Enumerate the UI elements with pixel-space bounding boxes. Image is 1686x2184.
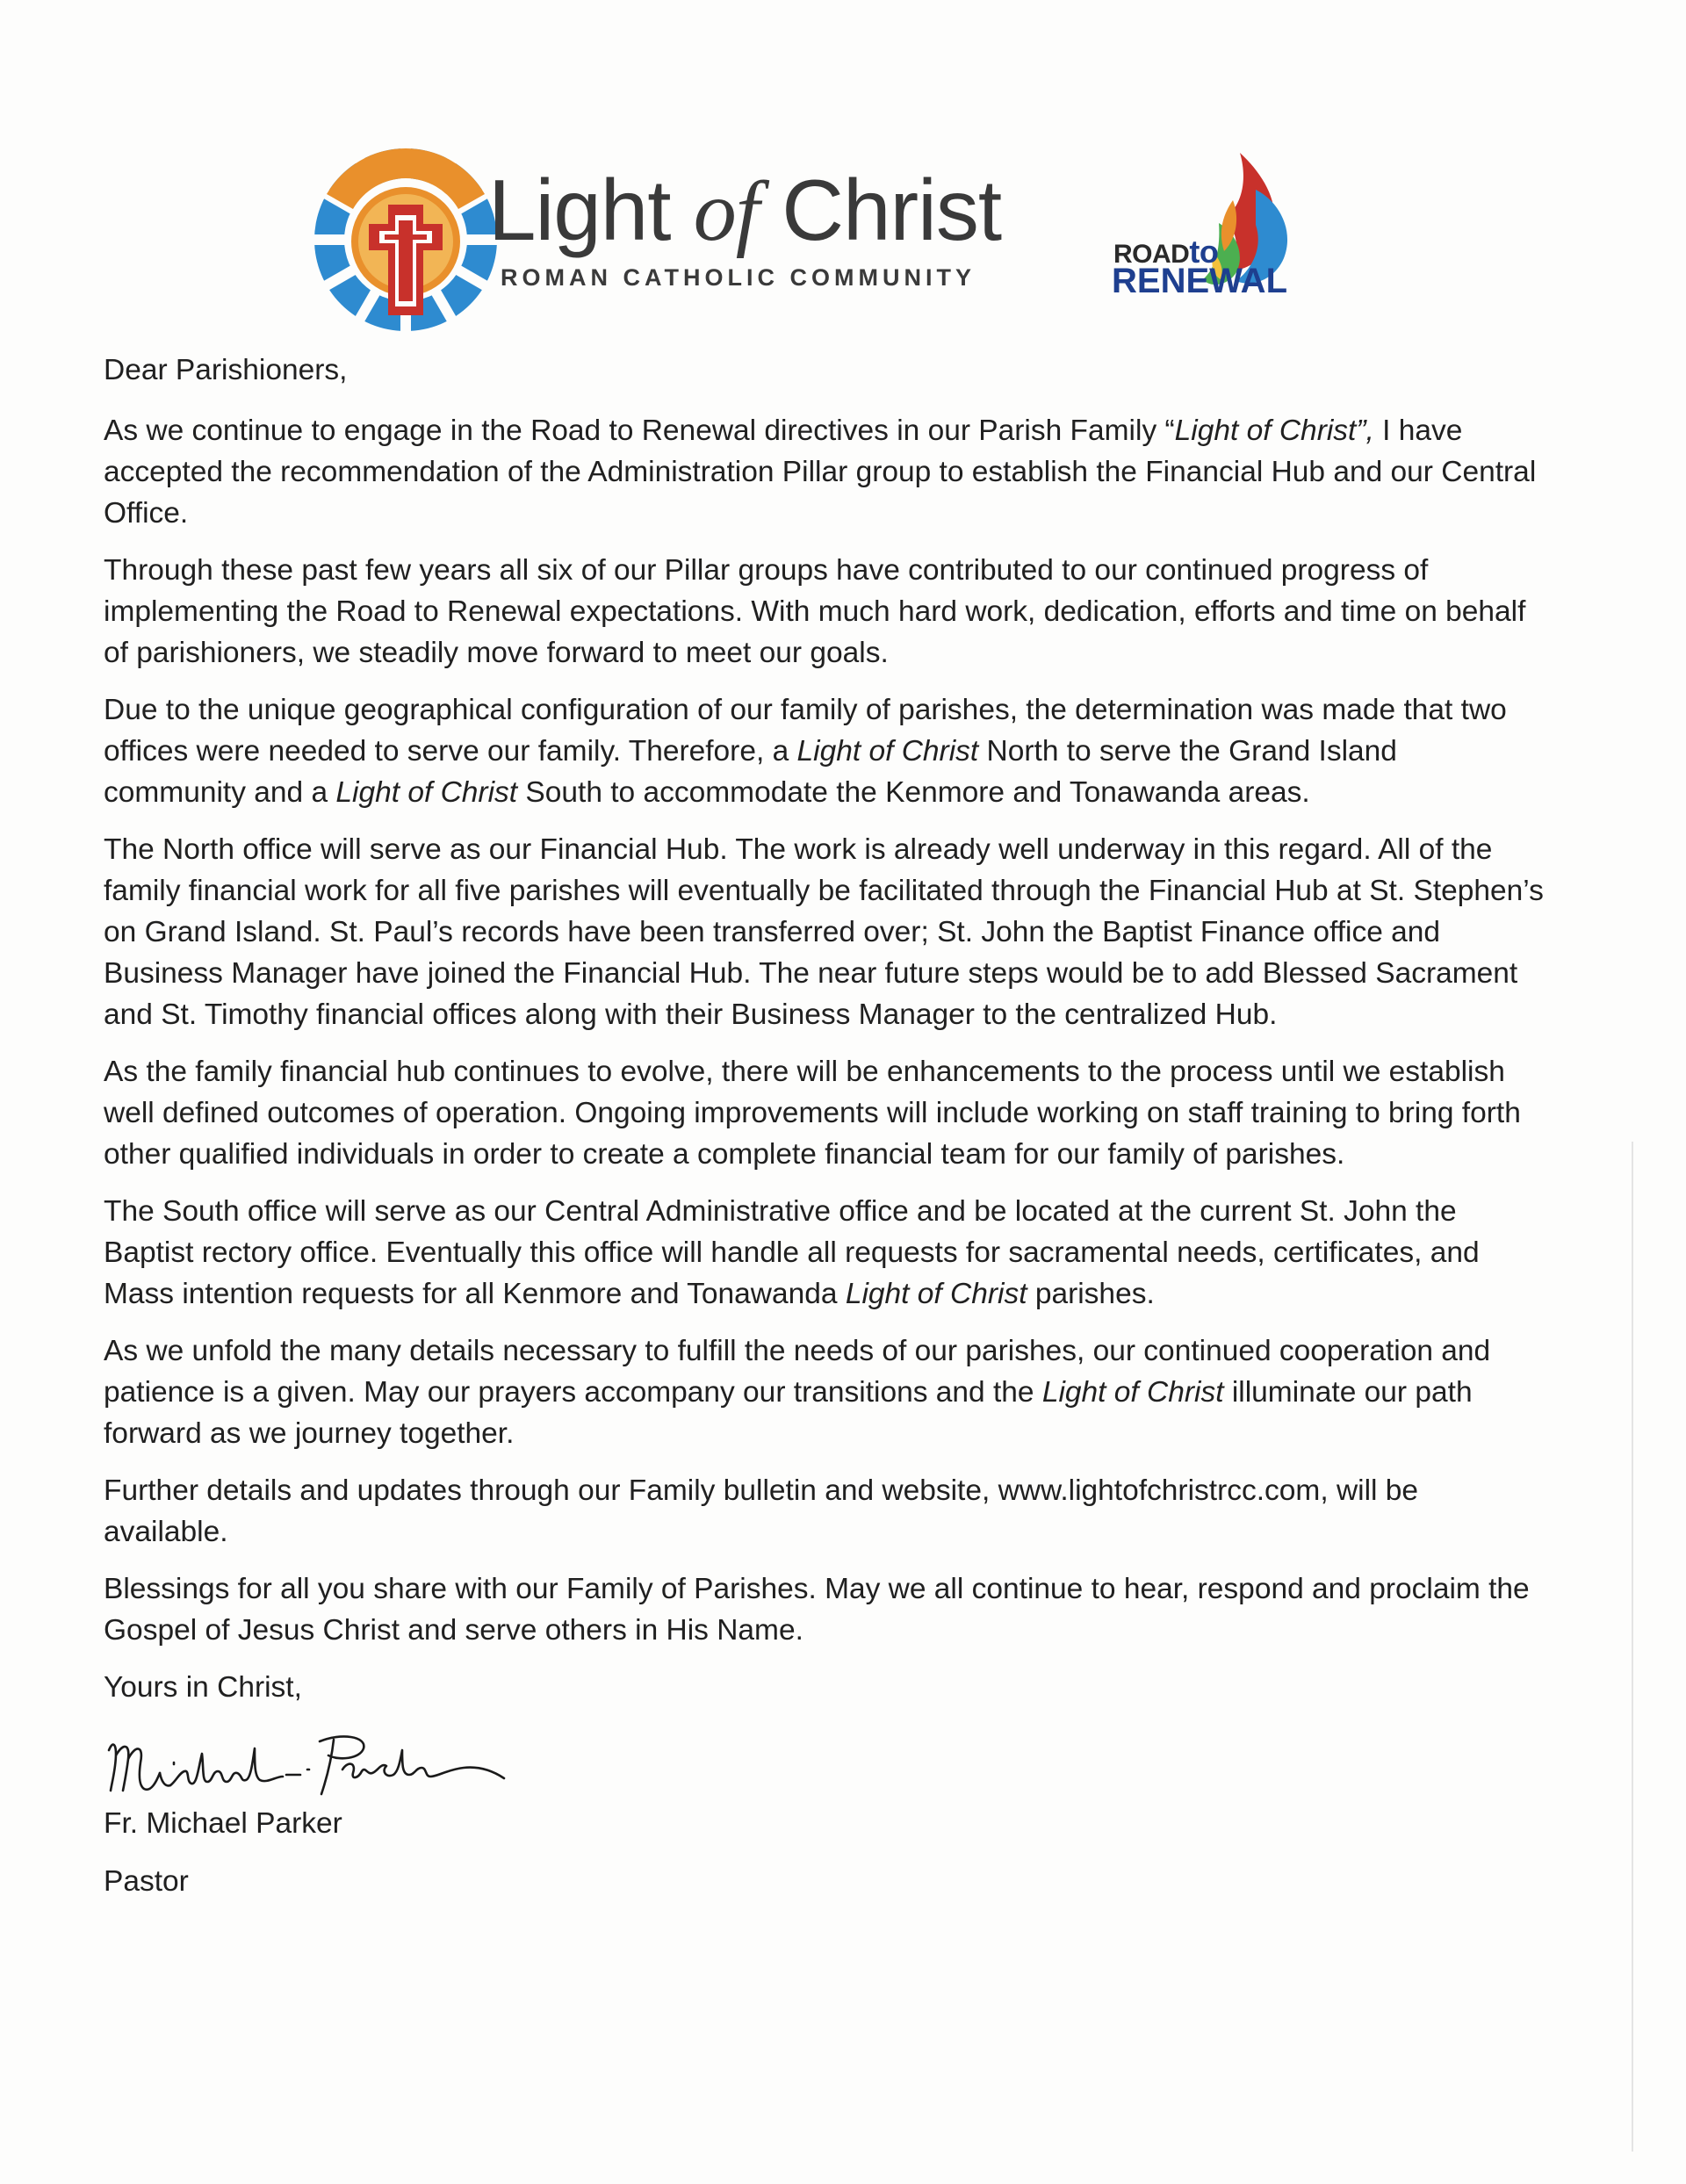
logo-subtitle: ROMAN CATHOLIC COMMUNITY bbox=[501, 264, 976, 291]
signer-title: Pastor bbox=[104, 1865, 189, 1898]
road-to-text: ROADto bbox=[1113, 234, 1219, 270]
letter-body bbox=[104, 350, 1544, 1919]
paragraph-5: As the family financial hub continues to evolve, there will be enhancements to the process until we establish well defined outcomes of operation. Ongoing improvements will include working on staff training to bring forth other qualified individuals in order to create a complete financial team for our family of parishes. bbox=[104, 1056, 1521, 1171]
logo-title: Light of Christ bbox=[488, 162, 1002, 259]
paragraph-9: Blessings for all you share with our Family of Parishes. May we all continue to hear, respond and proclaim the Gospel of Jesus Christ and serve others in His Name. bbox=[104, 1573, 1530, 1647]
paragraph-4: The North office will serve as our Financial Hub. The work is already well underway in this regard. All of the family financial work for all five parishes will eventually be facilitated through the Financial Hub at St. Stephen’s on Grand Island. St. Paul’s records have been transferred over; St. John the Baptist Finance office and Business Manager have joined the Financial Hub. The near future steps would be to add Blessed Sacrament and St. Timothy financial offices along with their Business Manager to the centralized Hub. bbox=[104, 833, 1544, 1031]
closing: Yours in Christ, bbox=[104, 1671, 302, 1704]
paragraph-3: Due to the unique geographical configuration of our family of parishes, the determination was made that two offices were needed to serve our family. Therefore, a Light of Christ North to serve the Grand Island community and a Light of Christ South to accommodate the Kenmore and Tonawanda areas. bbox=[104, 694, 1507, 809]
paragraph-8: Further details and updates through our Family bulletin and website, www.lightofchristrcc.com, will be available. bbox=[104, 1474, 1419, 1548]
signer-name: Fr. Michael Parker bbox=[104, 1807, 342, 1840]
paragraph-7: As we unfold the many details necessary to fulfill the needs of our parishes, our continued cooperation and patience is a given. May our prayers accompany our transitions and the Light of Christ illuminate our path forward as we journey together. bbox=[104, 1335, 1491, 1450]
paragraph-2: Through these past few years all six of our Pillar groups have contributed to our continued progress of implementing the Road to Renewal expectations. With much hard work, dedication, efforts and time on behalf of parishioners, we steadily move forward to meet our goals. bbox=[104, 554, 1526, 669]
paragraph-1: As we continue to engage in the Road to Renewal directives in our Parish Family “Light of Christ”, I have accepted the recommendation of the Administration Pillar group to establish the Financial Hub and our Central Office. bbox=[104, 414, 1537, 530]
light-of-christ-emblem-icon bbox=[309, 143, 502, 336]
scan-edge-line bbox=[1632, 1142, 1633, 2152]
light-of-christ-wordmark bbox=[488, 162, 1050, 292]
letterhead bbox=[0, 0, 1686, 351]
renewal-text: RENEWAL bbox=[1112, 262, 1287, 300]
handwritten-signature bbox=[104, 1724, 508, 1803]
salutation: Dear Parishioners, bbox=[104, 354, 348, 386]
paragraph-6: The South office will serve as our Central Administrative office and be located at the current St. John the Baptist rectory office. Eventually this office will handle all requests for sacramental needs, certificates, and Mass intention requests for all Kenmore and Tonawanda Light of Christ parishes. bbox=[104, 1195, 1480, 1310]
